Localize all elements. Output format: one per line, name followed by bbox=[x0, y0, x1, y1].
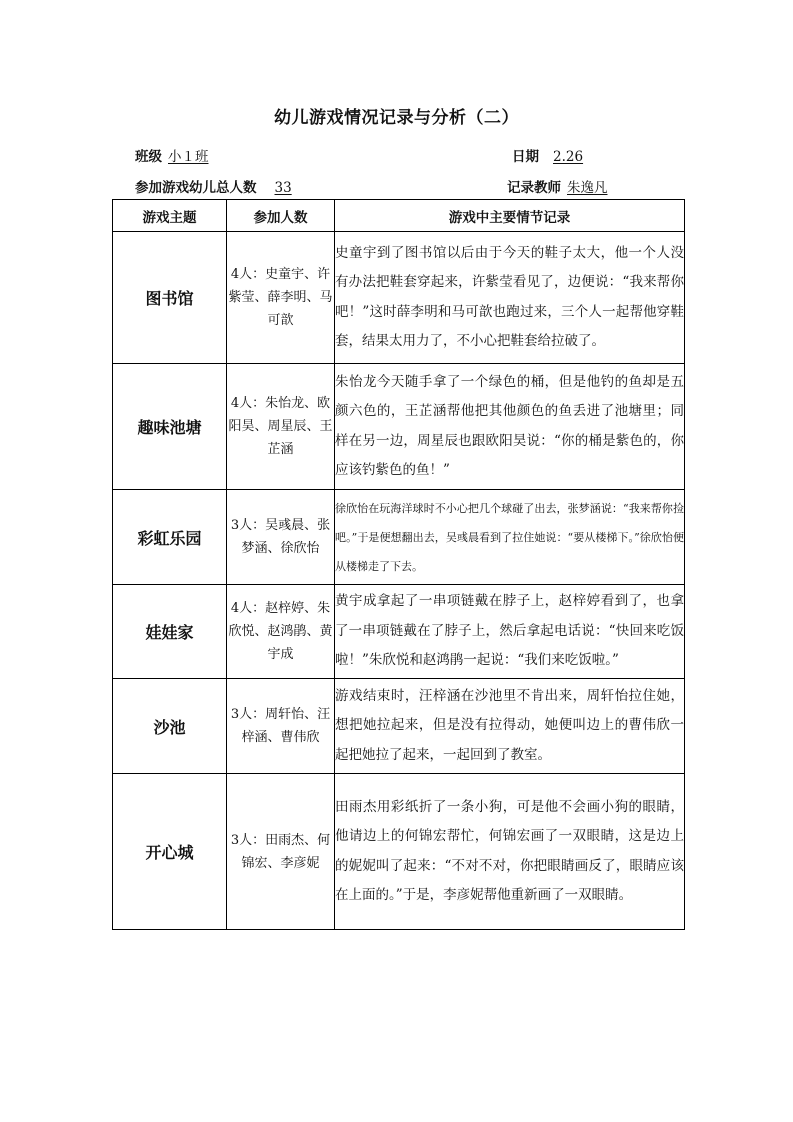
header-participants: 参加人数 bbox=[227, 200, 335, 232]
row-story: 游戏结束时，汪梓涵在沙池里不肯出来，周轩怡拉住她，想把她拉起来，但是没有拉得动，她便叫边上的曹伟欣一起把她拉了起来，一起回到了教室。 bbox=[335, 679, 685, 774]
teacher-label: 记录教师 bbox=[507, 180, 561, 196]
date-value: 2.26 bbox=[553, 149, 584, 165]
row-story: 田雨杰用彩纸折了一条小狗，可是他不会画小狗的眼睛，他请边上的何锦宏帮忙，何锦宏画了一双眼睛，这是边上的妮妮叫了起来：“不对不对，你把眼睛画反了，眼睛应该在上面的。”于是，李彦妮帮他重新画了一双眼睛。 bbox=[335, 774, 685, 930]
row-story: 黄宇成拿起了一串项链戴在脖子上，赵梓婷看到了，也拿了一串项链戴在了脖子上，然后拿起电话说：“快回来吃饭啦！”朱欣悦和赵鸿鹃一起说：“我们来吃饭啦。” bbox=[335, 585, 685, 679]
document-title: 幼儿游戏情况记录与分析（二） bbox=[274, 108, 519, 128]
row-story: 朱怡龙今天随手拿了一个绿色的桶，但是他钓的鱼却是五颜六色的，王芷涵帮他把其他颜色的鱼丢进了池塘里；同样在另一边，周星辰也跟欧阳昊说：“你的桶是紫色的，你应该钓紫色的鱼！” bbox=[335, 364, 685, 490]
table-row bbox=[113, 232, 685, 364]
row-participants: 3人：田雨杰、何锦宏、李彦妮 bbox=[227, 774, 335, 930]
row-participants: 4人：史童宇、许紫莹、薛李明、马可歆 bbox=[227, 232, 335, 364]
total-field bbox=[135, 176, 309, 196]
row-participants: 3人：吴彧晨、张梦涵、徐欣怡 bbox=[227, 490, 335, 585]
row-participants: 4人：朱怡龙、欧阳昊、周星辰、王芷涵 bbox=[227, 364, 335, 490]
row-theme: 沙池 bbox=[113, 679, 227, 774]
table-row bbox=[113, 364, 685, 490]
class-label: 班级 bbox=[135, 149, 162, 165]
row-participants: 4人：赵梓婷、朱欣悦、赵鸿鹃、黄宇成 bbox=[227, 585, 335, 679]
table-row bbox=[113, 490, 685, 585]
row-theme: 开心城 bbox=[113, 774, 227, 930]
table-row bbox=[113, 679, 685, 774]
table-header-row bbox=[113, 200, 685, 232]
row-story: 史童宇到了图书馆以后由于今天的鞋子太大，他一个人没有办法把鞋套穿起来，许紫莹看见了，边便说：“我来帮你吧！”这时薛李明和马可歆也跑过来，三个人一起帮他穿鞋套，结果太用力了，不小心把鞋套给拉破了。 bbox=[335, 232, 685, 364]
row-theme: 图书馆 bbox=[113, 232, 227, 364]
date-field bbox=[512, 145, 601, 165]
game-record-table bbox=[112, 199, 685, 930]
total-value: 33 bbox=[274, 180, 292, 196]
class-value: 小１班 bbox=[168, 149, 209, 165]
row-theme: 彩虹乐园 bbox=[113, 490, 227, 585]
header-theme: 游戏主题 bbox=[113, 200, 227, 232]
row-participants: 3人：周轩怡、汪梓涵、曹伟欣 bbox=[227, 679, 335, 774]
header-story-record: 游戏中主要情节记录 bbox=[335, 200, 685, 232]
table-row bbox=[113, 774, 685, 930]
total-label: 参加游戏幼儿总人数 bbox=[135, 180, 257, 196]
teacher-field bbox=[507, 176, 635, 196]
row-theme: 娃娃家 bbox=[113, 585, 227, 679]
row-theme: 趣味池塘 bbox=[113, 364, 227, 490]
table-row bbox=[113, 585, 685, 679]
date-label: 日期 bbox=[512, 149, 539, 165]
row-story: 徐欣怡在玩海洋球时不小心把几个球碰了出去，张梦涵说：“我来帮你捡吧。”于是便想翻出去，吴彧晨看到了拉住她说：“要从楼梯下。”徐欣怡便从楼梯走了下去。 bbox=[335, 490, 685, 585]
teacher-value: 朱逸凡 bbox=[567, 180, 608, 196]
class-field bbox=[135, 145, 246, 165]
